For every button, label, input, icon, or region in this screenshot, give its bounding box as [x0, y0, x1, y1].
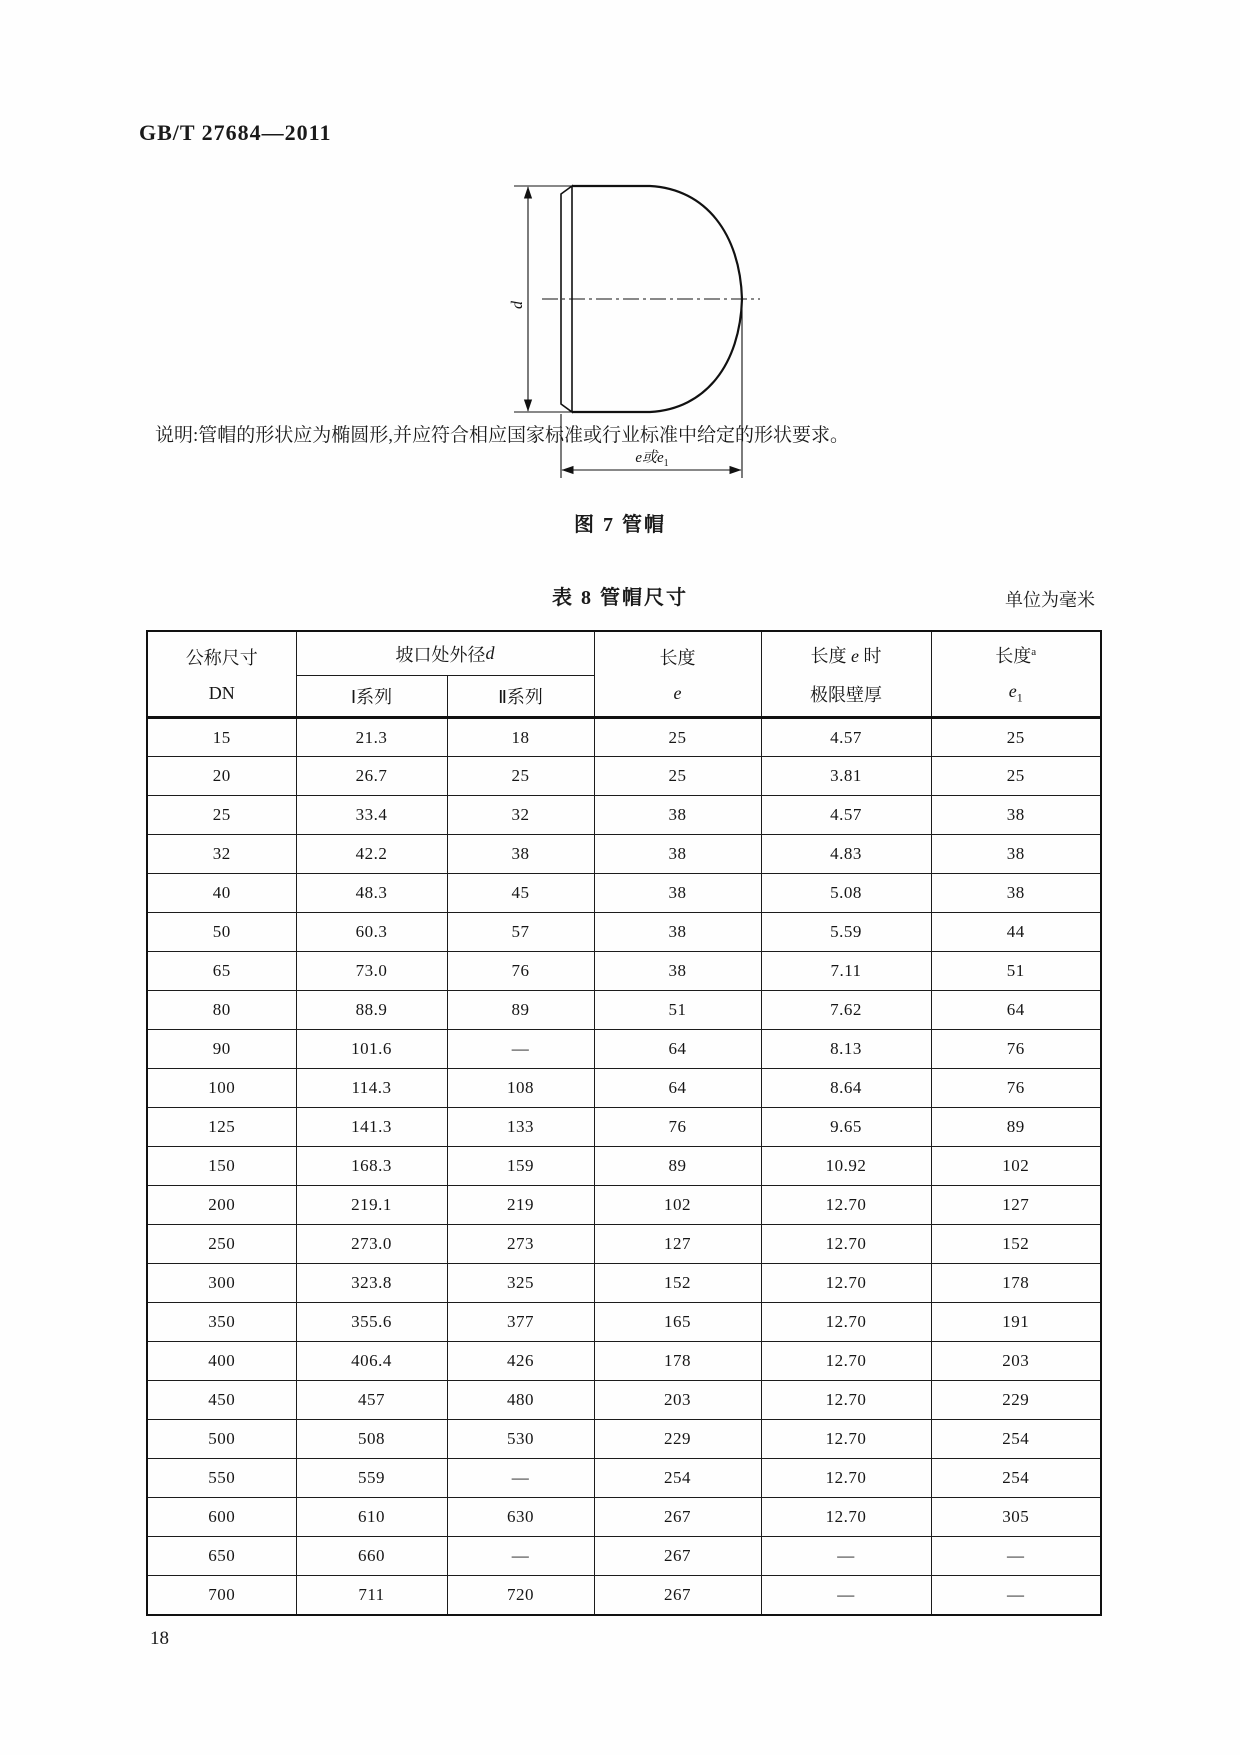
label-e-main: e或e [635, 450, 664, 466]
table-cell: 100 [147, 1069, 296, 1108]
table-cell: 5.08 [761, 874, 931, 913]
figure-caption: 图 7 管帽 [574, 514, 666, 536]
table-cell: 4.83 [761, 835, 931, 874]
table-cell: 38 [931, 835, 1101, 874]
table-cell: 559 [296, 1459, 447, 1498]
table-cell: 64 [931, 991, 1101, 1030]
table-cell: 12.70 [761, 1303, 931, 1342]
table-row [147, 1108, 1101, 1147]
table-cell: 101.6 [296, 1030, 447, 1069]
table-cell: — [761, 1576, 931, 1615]
table-cell: 159 [447, 1147, 594, 1186]
table-cell: 32 [147, 835, 296, 874]
table-cell: 355.6 [296, 1303, 447, 1342]
table-cell: 12.70 [761, 1342, 931, 1381]
table-cell: 80 [147, 991, 296, 1030]
table-cell: — [447, 1537, 594, 1576]
table-cell: 38 [594, 796, 761, 835]
table-cell: 38 [594, 874, 761, 913]
table-cell: 40 [147, 874, 296, 913]
table-cell: 57 [447, 913, 594, 952]
header-wall-pre: 长度 [810, 645, 851, 666]
table-row [147, 1537, 1101, 1576]
table-cell: 38 [594, 952, 761, 991]
table-cell: 38 [594, 913, 761, 952]
table-cell: 12.70 [761, 1225, 931, 1264]
table-row [147, 757, 1101, 796]
table-cell: 12.70 [761, 1381, 931, 1420]
table-cell: 33.4 [296, 796, 447, 835]
table-cell: 102 [931, 1147, 1101, 1186]
table-cell: 12.70 [761, 1420, 931, 1459]
table-cell: 76 [594, 1108, 761, 1147]
table-cell: 15 [147, 718, 296, 757]
table-cell: 720 [447, 1576, 594, 1615]
table-cell: 127 [594, 1225, 761, 1264]
table-row [147, 1342, 1101, 1381]
table-cell: 480 [447, 1381, 594, 1420]
table-cell: 76 [447, 952, 594, 991]
table-row [147, 835, 1101, 874]
table-row [147, 1225, 1101, 1264]
table-row [147, 1459, 1101, 1498]
table-cell: 168.3 [296, 1147, 447, 1186]
table-cell: 550 [147, 1459, 296, 1498]
table-cell: 254 [931, 1420, 1101, 1459]
table-cell: 630 [447, 1498, 594, 1537]
header-d-group [296, 631, 594, 676]
table-cell: 125 [147, 1108, 296, 1147]
table-cell: 26.7 [296, 757, 447, 796]
table-cell: 152 [594, 1264, 761, 1303]
table-cell: 25 [594, 757, 761, 796]
table-cell: 254 [594, 1459, 761, 1498]
table-cell: 150 [147, 1147, 296, 1186]
table-cell: 45 [447, 874, 594, 913]
table-cell: 450 [147, 1381, 296, 1420]
header-length-e1 [931, 631, 1101, 718]
table-cell: 530 [447, 1420, 594, 1459]
table-cell: 20 [147, 757, 296, 796]
table-row [147, 1147, 1101, 1186]
header-series-2: Ⅱ系列 [447, 676, 594, 718]
table-cell: 267 [594, 1537, 761, 1576]
table-row [147, 718, 1101, 757]
table-cell: 127 [931, 1186, 1101, 1225]
table-cell: 203 [594, 1381, 761, 1420]
table-cell: 4.57 [761, 718, 931, 757]
table-row [147, 1498, 1101, 1537]
header-wall-post: 时 [859, 645, 882, 666]
table-cell: 10.92 [761, 1147, 931, 1186]
header-e1-superscript: a [1031, 646, 1037, 659]
table-cell: 9.65 [761, 1108, 931, 1147]
header-length-e [594, 631, 761, 718]
table-cell: 4.57 [761, 796, 931, 835]
table-cell: 21.3 [296, 718, 447, 757]
table-cell: 350 [147, 1303, 296, 1342]
table-cell: 25 [931, 757, 1101, 796]
table-cell: 25 [931, 718, 1101, 757]
table-cell: 610 [296, 1498, 447, 1537]
table-cell: 51 [931, 952, 1101, 991]
table-row [147, 991, 1101, 1030]
table-row [147, 796, 1101, 835]
table-cell: 406.4 [296, 1342, 447, 1381]
table-cell: 38 [447, 835, 594, 874]
unit-note: 单位为毫米 [1005, 590, 1095, 610]
table-cell: 76 [931, 1069, 1101, 1108]
dimension-label-e [635, 449, 668, 469]
table-cell: — [447, 1459, 594, 1498]
table-cell: 300 [147, 1264, 296, 1303]
table-cell: 32 [447, 796, 594, 835]
table-cell: 325 [447, 1264, 594, 1303]
header-wall-var: e [851, 645, 859, 666]
header-d-group-var: d [485, 643, 495, 663]
table-row [147, 1186, 1101, 1225]
table-cell: 8.64 [761, 1069, 931, 1108]
table-cell: 133 [447, 1108, 594, 1147]
table-cell: 229 [931, 1381, 1101, 1420]
table-cell: — [931, 1537, 1101, 1576]
table-cell: 51 [594, 991, 761, 1030]
table-cell: 18 [447, 718, 594, 757]
table-cell: 7.62 [761, 991, 931, 1030]
table-cell: 89 [931, 1108, 1101, 1147]
table-cell: 700 [147, 1576, 296, 1615]
table-row [147, 1030, 1101, 1069]
table-cell: 44 [931, 913, 1101, 952]
table-cell: 12.70 [761, 1186, 931, 1225]
table-cell: 500 [147, 1420, 296, 1459]
table-row [147, 913, 1101, 952]
table-row [147, 1264, 1101, 1303]
header-wall-thickness [761, 631, 931, 718]
header-e1-subscript: 1 [1016, 690, 1023, 705]
table-cell: 89 [594, 1147, 761, 1186]
standard-number: GB/T 27684—2011 [139, 120, 332, 145]
table-cell: 323.8 [296, 1264, 447, 1303]
table-row [147, 1303, 1101, 1342]
table-cell: 114.3 [296, 1069, 447, 1108]
table-cell: 12.70 [761, 1498, 931, 1537]
table-cell: 254 [931, 1459, 1101, 1498]
table-cell: 25 [147, 796, 296, 835]
table-cell: 141.3 [296, 1108, 447, 1147]
page-number: 18 [150, 1628, 169, 1649]
table-cell: 38 [594, 835, 761, 874]
table-cell: 108 [447, 1069, 594, 1108]
table-cell: 76 [931, 1030, 1101, 1069]
table-cell: 400 [147, 1342, 296, 1381]
table-row [147, 1420, 1101, 1459]
table-cell: 90 [147, 1030, 296, 1069]
table-cell: — [447, 1030, 594, 1069]
table-cell: 711 [296, 1576, 447, 1615]
table-cell: 267 [594, 1498, 761, 1537]
table-cell: — [931, 1576, 1101, 1615]
table-cell: 660 [296, 1537, 447, 1576]
table-cell: 267 [594, 1576, 761, 1615]
table-cell: 273 [447, 1225, 594, 1264]
table-row [147, 1576, 1101, 1615]
table-caption: 表 8 管帽尺寸 [552, 587, 688, 609]
table-cell: 38 [931, 874, 1101, 913]
header-wall-line2: 极限壁厚 [810, 684, 882, 705]
table-cell: 178 [931, 1264, 1101, 1303]
table-cell: 64 [594, 1069, 761, 1108]
header-e-line1: 长度 [659, 648, 696, 668]
table-cell: 88.9 [296, 991, 447, 1030]
table-cell: 3.81 [761, 757, 931, 796]
header-d-group-text: 坡口处外径 [395, 644, 486, 665]
table-cell: 250 [147, 1225, 296, 1264]
table-cell: 50 [147, 913, 296, 952]
table-cell: 65 [147, 952, 296, 991]
table-cell: 25 [447, 757, 594, 796]
table-header [147, 631, 1101, 718]
table-cell: 508 [296, 1420, 447, 1459]
table-cell: 178 [594, 1342, 761, 1381]
table-cell: 229 [594, 1420, 761, 1459]
table-cell: 102 [594, 1186, 761, 1225]
header-series-1: Ⅰ系列 [296, 676, 447, 718]
table-cell: 64 [594, 1030, 761, 1069]
table-cell: 42.2 [296, 835, 447, 874]
label-e-sub: 1 [663, 458, 669, 469]
table-row [147, 874, 1101, 913]
header-e1-line1: 长度 [995, 646, 1032, 667]
table-cell: 5.59 [761, 913, 931, 952]
table-cell: 7.11 [761, 952, 931, 991]
table-cell: 60.3 [296, 913, 447, 952]
table-cell: 191 [931, 1303, 1101, 1342]
table-cell: 457 [296, 1381, 447, 1420]
table-cell: 48.3 [296, 874, 447, 913]
table-cell: 38 [931, 796, 1101, 835]
table-cell: 12.70 [761, 1264, 931, 1303]
dimension-label-d: d [509, 301, 526, 309]
table-cell: — [761, 1537, 931, 1576]
table-cell: 219.1 [296, 1186, 447, 1225]
table-cell: 73.0 [296, 952, 447, 991]
table-cell: 165 [594, 1303, 761, 1342]
table-cell: 426 [447, 1342, 594, 1381]
table-cell: 152 [931, 1225, 1101, 1264]
header-dn [147, 631, 296, 718]
table-cell: 650 [147, 1537, 296, 1576]
table-cell: 200 [147, 1186, 296, 1225]
header-e1-symbol: e [1008, 681, 1017, 702]
table-cell: 203 [931, 1342, 1101, 1381]
table-cell: 377 [447, 1303, 594, 1342]
header-dn-line1: 公称尺寸 [185, 648, 258, 668]
pipe-cap-dimension-table [146, 630, 1102, 1616]
table-cell: 8.13 [761, 1030, 931, 1069]
table-cell: 273.0 [296, 1225, 447, 1264]
table-row [147, 1381, 1101, 1420]
table-cell: 25 [594, 718, 761, 757]
table-cell: 600 [147, 1498, 296, 1537]
table-cell: 219 [447, 1186, 594, 1225]
table-cell: 89 [447, 991, 594, 1030]
header-dn-line2: DN [208, 683, 235, 703]
table-cell: 12.70 [761, 1459, 931, 1498]
table-row [147, 952, 1101, 991]
table-cell: 305 [931, 1498, 1101, 1537]
header-e-line2: e [673, 683, 682, 703]
table-row [147, 1069, 1101, 1108]
table-body [147, 718, 1101, 1615]
figure-note: 说明:管帽的形状应为椭圆形,并应符合相应国家标准或行业标准中给定的形状要求。 [155, 425, 850, 446]
